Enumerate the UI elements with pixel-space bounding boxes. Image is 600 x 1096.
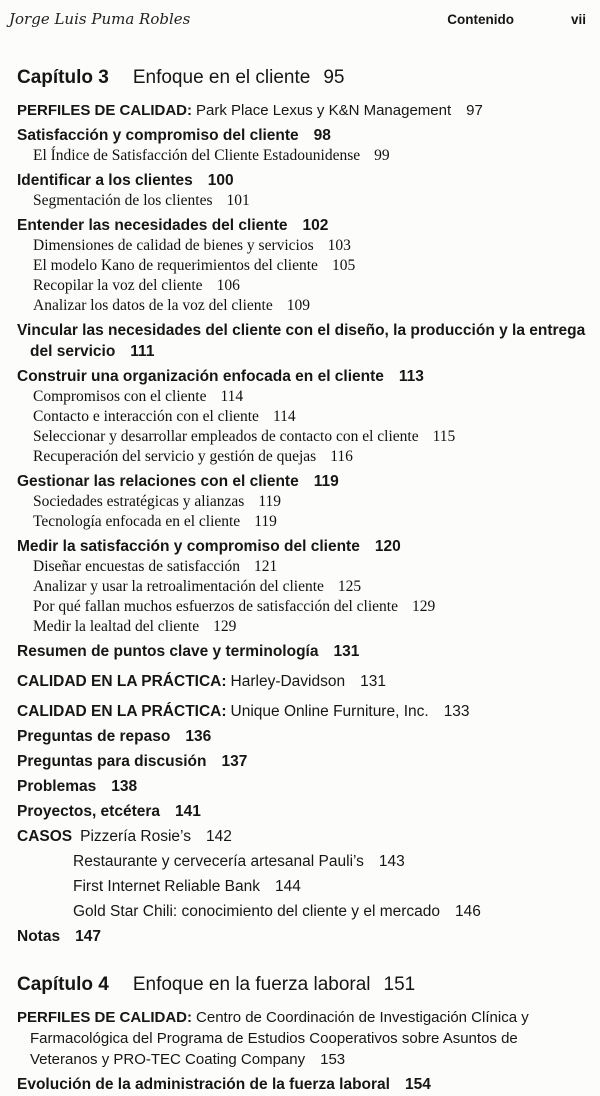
page-number: 154 — [404, 1076, 431, 1093]
toc-entry-l2 — [33, 276, 590, 296]
entry-text: Restaurante y cervecería artesanal Pauli’s — [73, 853, 364, 870]
toc-entry-feature — [17, 671, 590, 692]
entry-text: Sociedades estratégicas y alianzas — [33, 493, 245, 510]
page-number: 142 — [205, 828, 232, 845]
page-number: 138 — [111, 778, 138, 795]
entry-text: Vincular las necesidades del cliente con el diseño, la producción y la entrega — [17, 322, 586, 339]
entry-text: Pizzería Rosie’s — [80, 828, 191, 845]
toc-entry-l2 — [33, 617, 590, 637]
toc-entry-l1 — [17, 471, 590, 492]
entry-text: Analizar los datos de la voz del cliente — [33, 297, 273, 314]
entry-text: Centro de Coordinación de Investigación Clínica y — [196, 1009, 529, 1026]
toc-entry-l2 — [33, 407, 590, 427]
chapter-page-number: 95 — [323, 67, 345, 88]
entry-text: El Índice de Satisfacción del Cliente Estadounidense — [33, 147, 361, 164]
toc-entry-l1 — [17, 726, 590, 747]
folio-number: vii — [570, 12, 586, 27]
entry-text: Medir la lealtad del cliente — [33, 618, 200, 635]
entry-text: Identificar a los clientes — [17, 172, 193, 189]
author-name: Jorge Luis Puma Robles — [9, 10, 191, 28]
toc-entry-l2 — [33, 256, 590, 276]
toc-entry-l1 — [17, 170, 590, 191]
toc-entry-cases — [17, 826, 590, 847]
chapter-label: Capítulo 4 — [17, 974, 109, 995]
feature-label: CALIDAD EN LA PRÁCTICA: — [17, 703, 227, 720]
toc-entry-case-sub — [73, 901, 590, 922]
page-number: 129 — [411, 598, 436, 615]
toc-entry-l1 — [17, 320, 590, 362]
entry-text: Preguntas para discusión — [17, 753, 207, 770]
toc-entry-l2 — [33, 557, 590, 577]
toc-entry-case-sub — [73, 851, 590, 872]
chapter-title: Enfoque en el cliente — [132, 67, 311, 88]
page-number: 137 — [221, 753, 248, 770]
profile-label: PERFILES DE CALIDAD: — [17, 102, 193, 119]
page-number: 109 — [286, 297, 310, 314]
toc-entry-l2 — [33, 512, 590, 532]
entry-text: Park Place Lexus y K&N Management — [196, 102, 452, 119]
entry-text: Por qué fallan muchos esfuerzos de satisfacción del cliente — [33, 598, 398, 615]
cases-label: CASOS — [17, 828, 73, 845]
toc-entry-l2 — [33, 191, 590, 211]
page-number: 146 — [455, 903, 481, 920]
toc-entry-l2 — [33, 236, 590, 256]
toc-entry-l1 — [17, 366, 590, 387]
page-number: 120 — [374, 538, 401, 555]
page-number: 125 — [337, 578, 362, 595]
chapter-page-number: 151 — [383, 974, 416, 995]
page-number: 119 — [254, 513, 277, 530]
toc-entry-l1 — [17, 776, 590, 797]
toc-entry-l2 — [33, 597, 590, 617]
page-number: 133 — [443, 703, 470, 720]
entry-continuation: Farmacológica del Programa de Estudios Cooperativos sobre Asuntos de — [30, 1030, 518, 1047]
chapter-title: Enfoque en la fuerza laboral — [132, 974, 371, 995]
entry-text: Tecnología enfocada en el cliente — [33, 513, 241, 530]
entry-text: Medir la satisfacción y compromiso del cliente — [17, 538, 360, 555]
page-number: 136 — [185, 728, 212, 745]
toc-entry-l2 — [33, 492, 590, 512]
entry-continuation: del servicio 111 — [30, 343, 155, 360]
toc-entry-l2 — [33, 577, 590, 597]
page-number: 129 — [213, 618, 237, 635]
toc-entry-l2 — [33, 146, 590, 166]
entry-text: Satisfacción y compromiso del cliente — [17, 127, 299, 144]
chapter-4-heading — [17, 973, 590, 997]
entry-text: El modelo Kano de requerimientos del cliente — [33, 257, 318, 274]
page-number: 111 — [130, 343, 155, 360]
entry-text: Seleccionar y desarrollar empleados de contacto con el cliente — [33, 428, 419, 445]
toc-entry-l2 — [33, 387, 590, 407]
page-number: 119 — [313, 473, 339, 490]
page-number: 103 — [327, 237, 351, 254]
chapter-3-heading — [17, 66, 590, 90]
page-number: 106 — [216, 277, 240, 294]
toc-entry-l1 — [17, 751, 590, 772]
page-number: 100 — [207, 172, 234, 189]
page-number: 101 — [226, 192, 250, 209]
toc-entry-l1 — [17, 215, 590, 236]
entry-text: Gestionar las relaciones con el cliente — [17, 473, 299, 490]
entry-text: Proyectos, etcétera — [17, 803, 161, 820]
page-number: 143 — [378, 853, 405, 870]
page-number: 116 — [330, 448, 353, 465]
entry-text: Evolución de la administración de la fuerza laboral — [17, 1076, 390, 1093]
entry-text: Segmentación de los clientes — [33, 192, 213, 209]
toc-entry-case-sub — [73, 876, 590, 897]
toc-entry-feature — [17, 701, 590, 722]
contents-label: Contenido — [447, 12, 514, 27]
profile-label: PERFILES DE CALIDAD: — [17, 1009, 193, 1026]
entry-text: Notas — [17, 928, 61, 945]
entry-text: Compromisos con el cliente — [33, 388, 207, 405]
page-number: 131 — [360, 673, 386, 690]
toc-entry-profile — [17, 1007, 590, 1070]
feature-label: CALIDAD EN LA PRÁCTICA: — [17, 673, 227, 690]
page-number: 131 — [333, 643, 360, 660]
page-number: 114 — [220, 388, 244, 405]
toc-entry-l1 — [17, 1074, 590, 1095]
entry-text: Recopilar la voz del cliente — [33, 277, 203, 294]
toc-entry-l1 — [17, 641, 590, 662]
page-number: 99 — [374, 147, 390, 164]
page-number: 119 — [258, 493, 281, 510]
toc-entry-l1 — [17, 125, 590, 146]
page-number: 113 — [398, 368, 424, 385]
page-number: 114 — [272, 408, 296, 425]
running-head — [9, 10, 590, 28]
entry-text: Harley-Davidson — [230, 673, 346, 690]
entry-text: Construir una organización enfocada en el cliente — [17, 368, 384, 385]
entry-text: Dimensiones de calidad de bienes y servicios — [33, 237, 314, 254]
entry-text: Contacto e interacción con el cliente — [33, 408, 259, 425]
entry-text: Recuperación del servicio y gestión de quejas — [33, 448, 317, 465]
page-number: 147 — [75, 928, 101, 945]
page-number: 115 — [432, 428, 456, 445]
entry-continuation: Veteranos y PRO-TEC Coating Company 153 — [30, 1051, 346, 1068]
entry-text: Entender las necesidades del cliente — [17, 217, 288, 234]
chapter-label: Capítulo 3 — [17, 67, 109, 88]
page-number: 141 — [175, 803, 201, 820]
page-number: 98 — [313, 127, 331, 144]
entry-text: Gold Star Chili: conocimiento del cliente y el mercado — [73, 903, 441, 920]
toc-entry-profile — [17, 100, 590, 121]
toc-entry-l2 — [33, 427, 590, 447]
page-number: 105 — [331, 257, 356, 274]
page-number: 97 — [466, 102, 483, 119]
toc-entry-l2 — [33, 447, 590, 467]
page-number: 144 — [274, 878, 301, 895]
toc-entry-l2 — [33, 296, 590, 316]
entry-text: Resumen de puntos clave y terminología — [17, 643, 319, 660]
entry-text: Unique Online Furniture, Inc. — [230, 703, 429, 720]
toc-entry-l1 — [17, 926, 590, 947]
page-number: 102 — [302, 217, 329, 234]
entry-text: Diseñar encuestas de satisfacción — [33, 558, 241, 575]
entry-text: Analizar y usar la retroalimentación del cliente — [33, 578, 324, 595]
toc-entry-l1 — [17, 536, 590, 557]
entry-text: First Internet Reliable Bank — [73, 878, 260, 895]
entry-text: Preguntas de repaso — [17, 728, 171, 745]
page-number: 153 — [320, 1051, 346, 1068]
toc-entry-l1 — [17, 801, 590, 822]
page-number: 121 — [254, 558, 278, 575]
entry-text: Problemas — [17, 778, 97, 795]
